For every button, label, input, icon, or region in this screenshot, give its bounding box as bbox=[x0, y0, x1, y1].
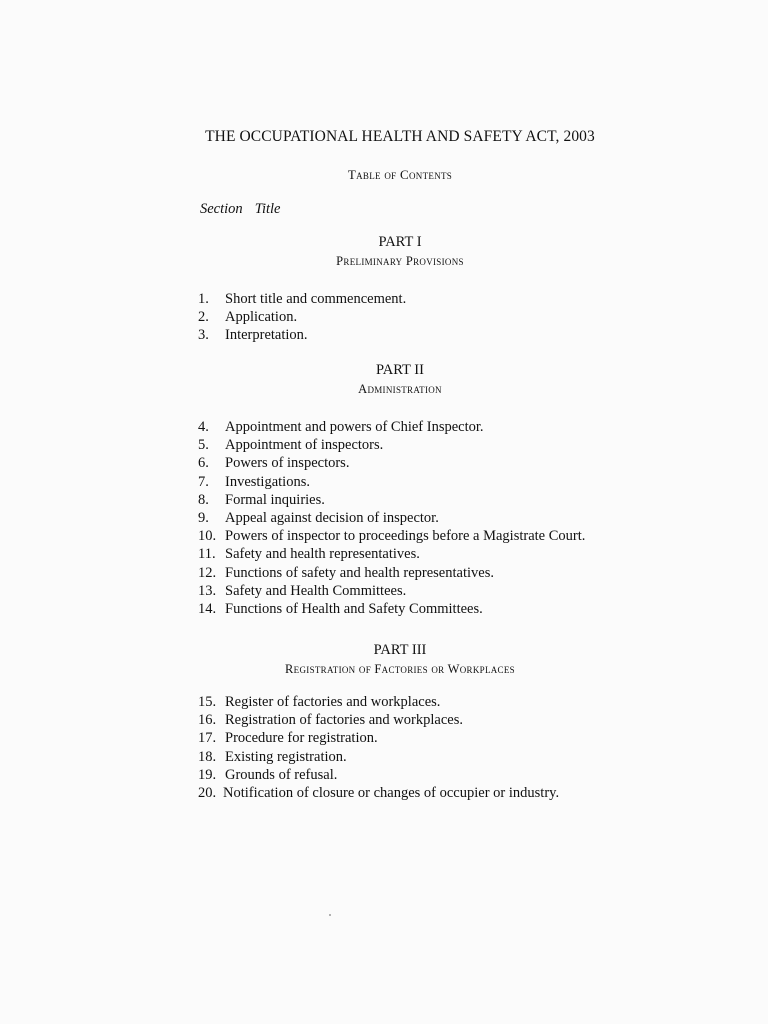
list-item bbox=[198, 491, 585, 509]
section-title: Safety and Health Committees. bbox=[225, 582, 407, 599]
part-2-section-list bbox=[198, 418, 585, 618]
list-item bbox=[198, 326, 406, 344]
toc-heading: Table of Contents bbox=[347, 167, 453, 182]
list-item bbox=[198, 564, 585, 582]
section-number: 19. bbox=[198, 766, 217, 783]
section-number: 10. bbox=[198, 528, 217, 545]
list-item bbox=[198, 748, 559, 766]
section-title: Formal inquiries. bbox=[225, 491, 325, 508]
section-title: Registration of factories and workplaces. bbox=[225, 712, 463, 729]
part-1-section-list bbox=[198, 290, 406, 345]
list-item bbox=[198, 582, 585, 600]
section-number: 3. bbox=[198, 327, 209, 344]
list-item bbox=[198, 600, 585, 618]
section-title: Functions of Health and Safety Committees. bbox=[225, 601, 483, 618]
part-1-heading bbox=[0, 232, 768, 270]
section-number: 4. bbox=[198, 419, 209, 435]
section-number: 6. bbox=[198, 455, 209, 472]
section-number: 5. bbox=[198, 437, 209, 454]
section-number: 15. bbox=[198, 694, 217, 710]
title-column-header: Title bbox=[254, 201, 281, 217]
part-3-title: PART III bbox=[373, 642, 427, 658]
list-item bbox=[198, 784, 559, 802]
list-item bbox=[198, 693, 559, 711]
column-headers bbox=[200, 201, 280, 218]
list-item bbox=[198, 527, 585, 545]
scan-speck bbox=[329, 914, 331, 916]
list-item bbox=[198, 418, 585, 436]
part-3-section-list bbox=[198, 693, 559, 802]
section-title: Investigations. bbox=[225, 473, 310, 490]
section-number: 13. bbox=[198, 582, 217, 599]
section-number: 17. bbox=[198, 730, 217, 747]
part-2-title: PART II bbox=[376, 362, 424, 378]
list-item bbox=[198, 711, 559, 729]
section-number: 9. bbox=[198, 510, 209, 527]
section-number: 20. bbox=[198, 785, 217, 802]
part-1-title: PART I bbox=[378, 234, 422, 250]
section-title: Functions of safety and health representatives. bbox=[225, 564, 494, 581]
section-number: 16. bbox=[198, 712, 217, 729]
section-title: Appointment and powers of Chief Inspector. bbox=[225, 419, 484, 435]
section-title: Safety and health representatives. bbox=[225, 546, 420, 563]
section-title: Short title and commencement. bbox=[225, 291, 407, 307]
section-number: 18. bbox=[198, 748, 217, 765]
section-number: 1. bbox=[198, 291, 209, 307]
list-item bbox=[198, 308, 406, 326]
section-title: Powers of inspectors. bbox=[225, 455, 350, 472]
section-number: 7. bbox=[198, 473, 209, 490]
section-number: 2. bbox=[198, 309, 209, 326]
list-item bbox=[198, 729, 559, 747]
section-title: Application. bbox=[225, 309, 298, 326]
list-item bbox=[198, 290, 406, 308]
section-title: Register of factories and workplaces. bbox=[225, 694, 441, 710]
part-2-heading bbox=[0, 360, 768, 398]
section-number: 11. bbox=[198, 546, 216, 563]
section-title: Powers of inspector to proceedings before a Magistrate Court. bbox=[225, 528, 586, 545]
part-1-subtitle: Preliminary Provisions bbox=[336, 254, 464, 268]
part-3-heading bbox=[0, 640, 768, 678]
section-title: Interpretation. bbox=[225, 327, 308, 344]
section-number: 8. bbox=[198, 491, 209, 508]
section-title: Appointment of inspectors. bbox=[225, 437, 384, 454]
section-title: Existing registration. bbox=[225, 748, 347, 765]
part-3-subtitle: Registration of Factories or Workplaces bbox=[285, 662, 515, 676]
list-item bbox=[198, 766, 559, 784]
section-number: 12. bbox=[198, 564, 217, 581]
section-column-header: Section bbox=[200, 201, 243, 217]
section-number: 14. bbox=[198, 601, 217, 618]
page-title: THE OCCUPATIONAL HEALTH AND SAFETY ACT, 2003 bbox=[205, 128, 595, 145]
list-item bbox=[198, 509, 585, 527]
list-item bbox=[198, 454, 585, 472]
part-2-subtitle: Administration bbox=[358, 382, 442, 396]
section-title: Grounds of refusal. bbox=[225, 766, 338, 783]
section-title: Appeal against decision of inspector. bbox=[225, 510, 439, 527]
section-title: Procedure for registration. bbox=[225, 730, 378, 747]
list-item bbox=[198, 436, 585, 454]
section-title: Notification of closure or changes of occupier or industry. bbox=[223, 785, 560, 802]
list-item bbox=[198, 473, 585, 491]
list-item bbox=[198, 545, 585, 563]
